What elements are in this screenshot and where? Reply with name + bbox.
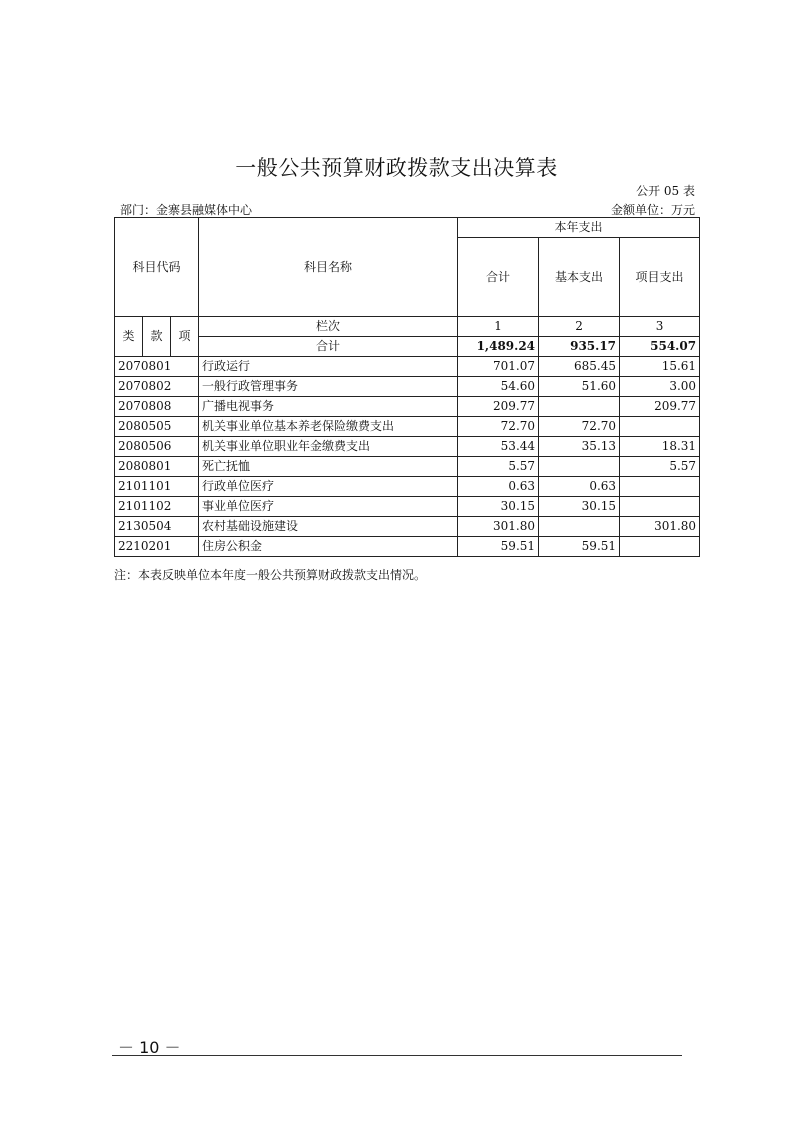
row-basic: 35.13: [539, 437, 620, 457]
row-basic: 0.63: [539, 477, 620, 497]
row-name: 事业单位医疗: [199, 497, 458, 517]
row-code: 2080505: [115, 417, 199, 437]
row-basic: [539, 397, 620, 417]
table-row: [115, 517, 700, 537]
row-name: 死亡抚恤: [199, 457, 458, 477]
row-code: 2101101: [115, 477, 199, 497]
row-code: 2080801: [115, 457, 199, 477]
row-total: 30.15: [458, 497, 539, 517]
row-code: 2070808: [115, 397, 199, 417]
row-project: 5.57: [620, 457, 700, 477]
row-code: 2130504: [115, 517, 199, 537]
page-title: 一般公共预算财政拨款支出决算表: [235, 156, 558, 180]
row-name: 广播电视事务: [199, 397, 458, 417]
table-row: [115, 417, 700, 437]
row-total: 72.70: [458, 417, 539, 437]
form-number: 公开 05 表: [636, 184, 695, 198]
row-total: 701.07: [458, 357, 539, 377]
department-label: 部门：金寨县融媒体中心: [120, 203, 253, 217]
row-name: 行政运行: [199, 357, 458, 377]
row-code: 2101102: [115, 497, 199, 517]
total-basic: 935.17: [539, 337, 620, 357]
row-basic: 51.60: [539, 377, 620, 397]
total-row: [115, 337, 700, 357]
row-basic: 72.70: [539, 417, 620, 437]
header-col1: 1: [458, 317, 539, 337]
row-project: 18.31: [620, 437, 700, 457]
table-row: [115, 377, 700, 397]
header-lei: 类: [115, 317, 143, 357]
row-project: [620, 537, 700, 557]
row-basic: [539, 517, 620, 537]
amount-unit-label: 金额单位：万元: [610, 203, 695, 217]
row-code: 2070802: [115, 377, 199, 397]
table-row: [115, 477, 700, 497]
page-number: － 10 －: [118, 1038, 181, 1057]
row-project: 3.00: [620, 377, 700, 397]
header-column-no: 栏次: [199, 317, 458, 337]
header-total: 合计: [458, 238, 539, 317]
row-name: 农村基础设施建设: [199, 517, 458, 537]
row-name: 机关事业单位基本养老保险缴费支出: [199, 417, 458, 437]
row-basic: 685.45: [539, 357, 620, 377]
table-row: [115, 357, 700, 377]
header-kuan: 款: [143, 317, 171, 357]
header-project: 项目支出: [620, 238, 700, 317]
row-name: 机关事业单位职业年金缴费支出: [199, 437, 458, 457]
row-basic: 30.15: [539, 497, 620, 517]
header-col2: 2: [539, 317, 620, 337]
row-name: 一般行政管理事务: [199, 377, 458, 397]
table-note: 注：本表反映单位本年度一般公共预算财政拨款支出情况。: [114, 568, 427, 582]
row-name: 住房公积金: [199, 537, 458, 557]
row-total: 5.57: [458, 457, 539, 477]
header-basic: 基本支出: [539, 238, 620, 317]
table-row: [115, 457, 700, 477]
row-project: 301.80: [620, 517, 700, 537]
row-total: 53.44: [458, 437, 539, 457]
row-code: 2210201: [115, 537, 199, 557]
total-project: 554.07: [620, 337, 700, 357]
row-project: [620, 497, 700, 517]
footer-divider: [112, 1055, 682, 1056]
row-name: 行政单位医疗: [199, 477, 458, 497]
table-row: [115, 397, 700, 417]
table-row: [115, 537, 700, 557]
row-project: [620, 477, 700, 497]
row-total: 0.63: [458, 477, 539, 497]
header-xiang: 项: [171, 317, 199, 357]
row-total: 301.80: [458, 517, 539, 537]
row-project: 15.61: [620, 357, 700, 377]
expenditure-table: [114, 217, 700, 557]
total-amount: 1,489.24: [458, 337, 539, 357]
row-total: 209.77: [458, 397, 539, 417]
header-col3: 3: [620, 317, 700, 337]
header-name: 科目名称: [199, 218, 458, 317]
row-project: [620, 417, 700, 437]
row-total: 59.51: [458, 537, 539, 557]
header-year-expense: 本年支出: [458, 218, 700, 238]
total-label: 合计: [199, 337, 458, 357]
row-total: 54.60: [458, 377, 539, 397]
table-row: [115, 437, 700, 457]
table-row: [115, 497, 700, 517]
header-code: 科目代码: [115, 218, 199, 317]
row-basic: [539, 457, 620, 477]
row-code: 2070801: [115, 357, 199, 377]
row-project: 209.77: [620, 397, 700, 417]
row-basic: 59.51: [539, 537, 620, 557]
row-code: 2080506: [115, 437, 199, 457]
